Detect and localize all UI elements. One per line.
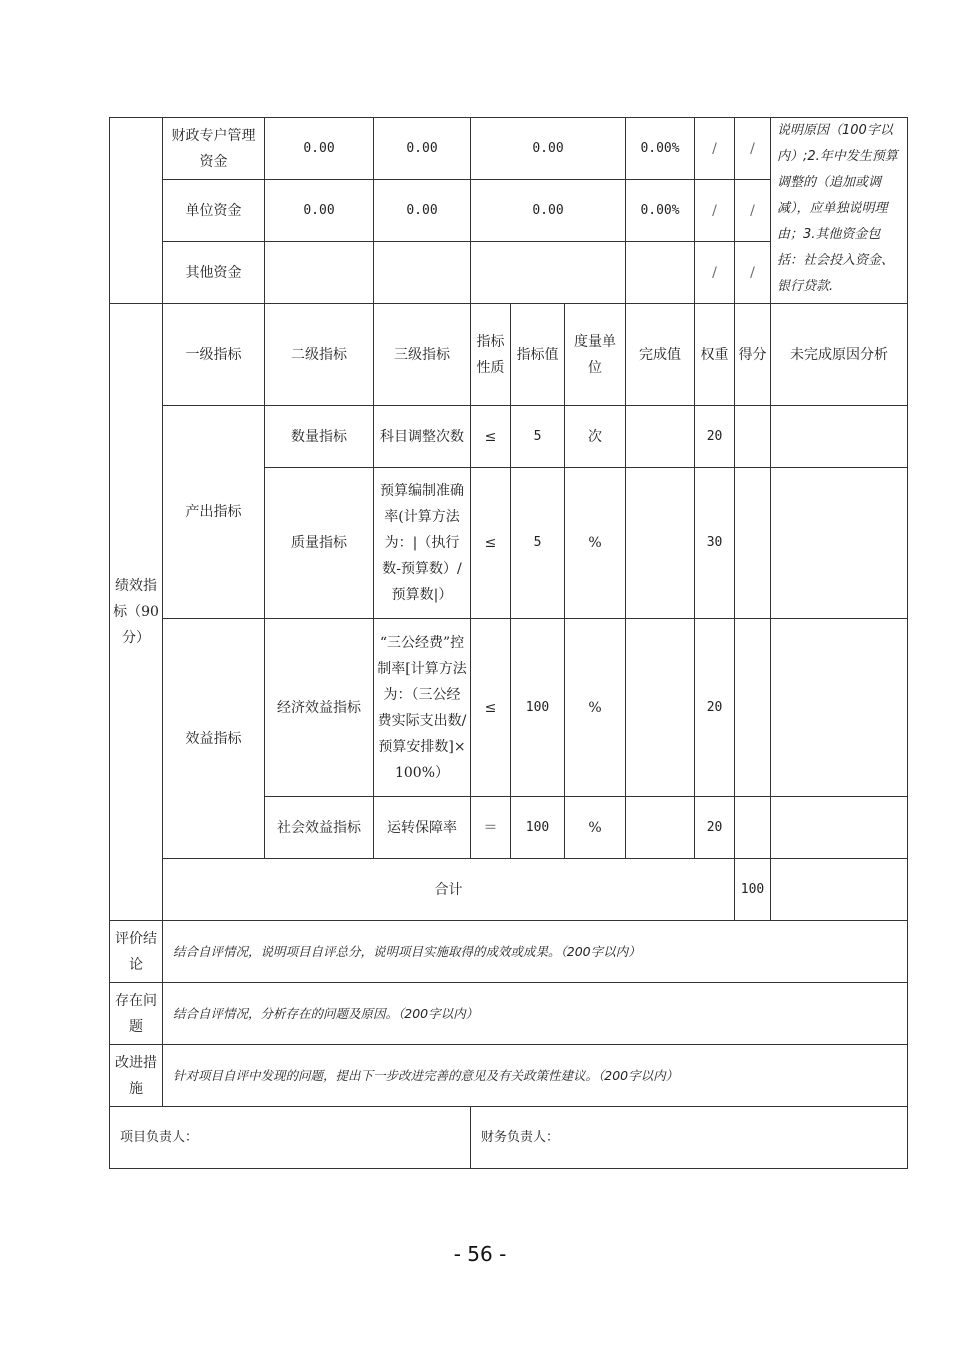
fund-blank-cell: [110, 118, 163, 304]
header-reason: 未完成原因分析: [771, 304, 908, 406]
header-unit: 度量单位: [565, 304, 626, 406]
done-cell: [626, 468, 695, 619]
fund-value: 0.00: [471, 180, 626, 242]
header-weight: 权重: [695, 304, 735, 406]
fund-row: [110, 118, 908, 180]
evaluation-text: 结合自评情况，说明项目自评总分，说明项目实施取得的成效或成果。（200字以内）: [163, 921, 908, 983]
evaluation-text: 结合自评情况，分析存在的问题及原因。（200字以内）: [163, 983, 908, 1045]
total-weight: 100: [735, 859, 771, 921]
header-level1: 一级指标: [163, 304, 265, 406]
fund-rate: 0.00%: [626, 180, 695, 242]
fund-value: 0.00: [265, 118, 374, 180]
indicator-row: [110, 619, 908, 797]
fund-slash: /: [735, 118, 771, 180]
reason-cell: [771, 619, 908, 797]
score-cell: [735, 619, 771, 797]
fund-label: 其他资金: [163, 242, 265, 304]
score-cell: [735, 797, 771, 859]
benefit-indicator-label: 效益指标: [163, 619, 265, 859]
evaluation-text: 针对项目自评中发现的问题，提出下一步改进完善的意见及有关政策性建议。（200字以内）: [163, 1045, 908, 1107]
fund-rate: [626, 242, 695, 304]
perf-header-row: [110, 304, 908, 406]
score-cell: [735, 468, 771, 619]
header-score: 得分: [735, 304, 771, 406]
score-cell: [735, 406, 771, 468]
fund-slash: /: [695, 180, 735, 242]
evaluation-row: [110, 1045, 908, 1107]
evaluation-label: 存在问题: [110, 983, 163, 1045]
value-cell: 5: [511, 468, 565, 619]
reason-cell: [771, 797, 908, 859]
value-cell: 5: [511, 406, 565, 468]
evaluation-row: [110, 983, 908, 1045]
fund-value: [265, 242, 374, 304]
level3-cell: 科目调整次数: [374, 406, 471, 468]
indicator-row: [110, 406, 908, 468]
performance-self-evaluation-table: [109, 117, 908, 1169]
nature-cell: ≤: [471, 468, 511, 619]
nature-cell: ≤: [471, 406, 511, 468]
fund-slash: /: [735, 242, 771, 304]
level3-cell: 预算编制准确率(计算方法为：|（执行数-预算数）/预算数|）: [374, 468, 471, 619]
fund-value: 0.00: [374, 118, 471, 180]
header-done: 完成值: [626, 304, 695, 406]
page-number: - 56 -: [453, 1242, 507, 1266]
evaluation-label: 评价结论: [110, 921, 163, 983]
unit-cell: %: [565, 797, 626, 859]
fund-slash: /: [695, 242, 735, 304]
fund-value: 0.00: [374, 180, 471, 242]
weight-cell: 30: [695, 468, 735, 619]
level2-cell: 经济效益指标: [265, 619, 374, 797]
fund-value: 0.00: [471, 118, 626, 180]
reason-cell: [771, 406, 908, 468]
done-cell: [626, 406, 695, 468]
fund-label: 单位资金: [163, 180, 265, 242]
header-nature: 指标性质: [471, 304, 511, 406]
unit-cell: %: [565, 619, 626, 797]
unit-cell: %: [565, 468, 626, 619]
level3-cell: 运转保障率: [374, 797, 471, 859]
perf-section-label: 绩效指标（90分）: [110, 304, 163, 921]
weight-cell: 20: [695, 797, 735, 859]
header-level2: 二级指标: [265, 304, 374, 406]
level3-cell: “三公经费”控制率[计算方法为：（三公经费实际支出数/预算安排数]×100%）: [374, 619, 471, 797]
fund-slash: /: [695, 118, 735, 180]
evaluation-label: 改进措施: [110, 1045, 163, 1107]
weight-cell: 20: [695, 406, 735, 468]
level2-cell: 社会效益指标: [265, 797, 374, 859]
level2-cell: 数量指标: [265, 406, 374, 468]
total-label: 合计: [163, 859, 735, 921]
fund-value: [471, 242, 626, 304]
signature-row: [110, 1107, 908, 1169]
value-cell: 100: [511, 797, 565, 859]
value-cell: 100: [511, 619, 565, 797]
nature-cell: ≤: [471, 619, 511, 797]
done-cell: [626, 797, 695, 859]
fund-rate: 0.00%: [626, 118, 695, 180]
fund-value: [374, 242, 471, 304]
evaluation-row: [110, 921, 908, 983]
finance-leader-field[interactable]: 财务负责人：: [471, 1107, 908, 1169]
total-score: [771, 859, 908, 921]
total-row: [110, 859, 908, 921]
done-cell: [626, 619, 695, 797]
fund-slash: /: [735, 180, 771, 242]
fund-label: 财政专户管理资金: [163, 118, 265, 180]
output-indicator-label: 产出指标: [163, 406, 265, 619]
fund-note: 说明原因（100字以内）;2.年中发生预算调整的（追加或调减），应单独说明理由；3.其他资金包括：社会投入资金、银行贷款.: [771, 118, 908, 304]
header-level3: 三级指标: [374, 304, 471, 406]
level2-cell: 质量指标: [265, 468, 374, 619]
project-leader-field[interactable]: 项目负责人：: [110, 1107, 471, 1169]
nature-cell: ＝: [471, 797, 511, 859]
unit-cell: 次: [565, 406, 626, 468]
weight-cell: 20: [695, 619, 735, 797]
fund-value: 0.00: [265, 180, 374, 242]
reason-cell: [771, 468, 908, 619]
header-value: 指标值: [511, 304, 565, 406]
